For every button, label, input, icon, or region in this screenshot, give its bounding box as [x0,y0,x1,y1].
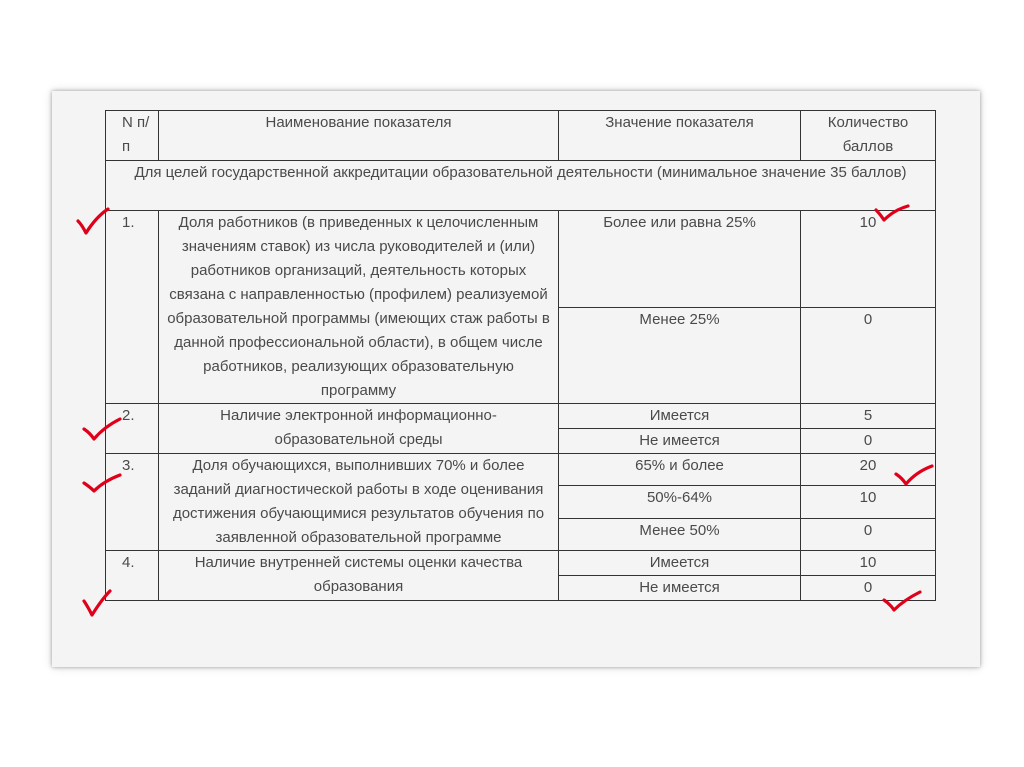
table-row [106,211,936,308]
indicator-value: Имеется [559,551,801,576]
checkmark-icon [880,586,928,620]
indicator-points: 10 [801,551,936,576]
row-number: 3. [106,454,159,551]
table-row [106,454,936,486]
indicator-points: 0 [801,307,936,404]
indicator-name: Наличие внутренней системы оценки качества образования [159,551,559,601]
indicator-points: 0 [801,429,936,454]
indicator-name: Наличие электронной информационно-образовательной среды [159,404,559,454]
checkmark-icon [80,463,128,497]
checkmark-icon [80,587,128,621]
indicator-points: 10 [801,211,936,308]
indicator-name: Доля обучающихся, выполнивших 70% и более заданий диагностической работы в ходе оценивания достижения обучающимися результатов обучения по заявленной образовательной программе [159,454,559,551]
row-number: 4. [106,551,159,601]
table-row [106,404,936,429]
header-value: Значение показателя [559,111,801,161]
header-name: Наименование показателя [159,111,559,161]
row-number: 2. [106,404,159,454]
indicator-value: Менее 50% [559,518,801,550]
indicator-points: 0 [801,518,936,550]
indicator-value: Менее 25% [559,307,801,404]
indicator-points: 10 [801,486,936,518]
table-row [106,551,936,576]
row-number: 1. [106,211,159,404]
section-title: Для целей государственной аккредитации образовательной деятельности (минимальное значение 35 баллов) [106,161,936,211]
indicator-value: 65% и более [559,454,801,486]
header-num: N п/ п [106,111,159,161]
indicator-value: Более или равна 25% [559,211,801,308]
table-header-row [106,111,936,161]
indicator-points: 20 [801,454,936,486]
indicator-value: 50%-64% [559,486,801,518]
indicator-name: Доля работников (в приведенных к целочисленным значениям ставок) из числа руководителей и (или) работников организаций, деятельность которых связана с направленностью (профилем) реализуемой образовательной программы (имеющих стаж работы в данной профессиональной области), в общем числе работников, реализующих образовательную программу [159,211,559,404]
indicator-value: Не имеется [559,429,801,454]
header-points: Количество баллов [801,111,936,161]
indicator-points: 0 [801,576,936,601]
checkmark-icon [74,203,122,237]
indicator-points: 5 [801,404,936,429]
indicator-value: Имеется [559,404,801,429]
checkmark-icon [892,460,940,494]
criteria-table [105,110,936,601]
section-row [106,161,936,211]
checkmark-icon [870,198,918,232]
checkmark-icon [80,411,128,445]
indicator-value: Не имеется [559,576,801,601]
